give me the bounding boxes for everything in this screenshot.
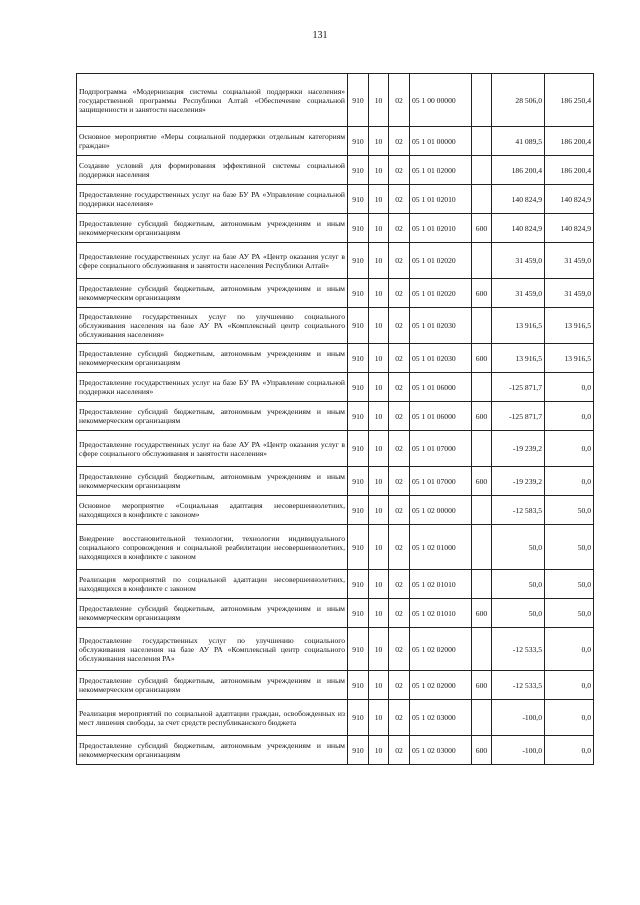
table-row xyxy=(77,736,594,765)
row-subsection-code: 02 xyxy=(389,243,410,279)
row-expense-type: 600 xyxy=(472,599,492,628)
row-target-article: 05 1 01 06000 xyxy=(410,373,472,402)
row-expense-type xyxy=(472,74,492,127)
row-expense-type xyxy=(472,308,492,344)
row-amount-2: 0,0 xyxy=(545,402,594,431)
row-ved-code: 910 xyxy=(348,599,369,628)
row-ved-code: 910 xyxy=(348,344,369,373)
table-row xyxy=(77,243,594,279)
row-target-article: 05 1 02 01000 xyxy=(410,525,472,570)
row-amount-2: 50,0 xyxy=(545,570,594,599)
row-amount-1: 50,0 xyxy=(492,570,545,599)
row-expense-type: 600 xyxy=(472,467,492,496)
row-expense-type xyxy=(472,570,492,599)
row-section-code: 10 xyxy=(369,308,389,344)
row-subsection-code: 02 xyxy=(389,599,410,628)
row-target-article: 05 1 01 07000 xyxy=(410,467,472,496)
row-section-code: 10 xyxy=(369,156,389,185)
row-target-article: 05 1 01 02010 xyxy=(410,185,472,214)
row-amount-1: 13 916,5 xyxy=(492,344,545,373)
row-expense-type xyxy=(472,431,492,467)
row-target-article: 05 1 02 02000 xyxy=(410,628,472,671)
row-name: Предоставление субсидий бюджетным, автономным учреждениям и иным некоммерческим организациям xyxy=(77,671,348,700)
row-section-code: 10 xyxy=(369,700,389,736)
table-row xyxy=(77,156,594,185)
row-amount-2: 140 824,9 xyxy=(545,214,594,243)
row-amount-2: 13 916,5 xyxy=(545,344,594,373)
table-body xyxy=(77,74,594,765)
row-target-article: 05 1 01 06000 xyxy=(410,402,472,431)
row-target-article: 05 1 02 01010 xyxy=(410,570,472,599)
row-amount-2: 50,0 xyxy=(545,525,594,570)
row-amount-1: -12 533,5 xyxy=(492,671,545,700)
row-amount-1: -12 533,5 xyxy=(492,628,545,671)
row-subsection-code: 02 xyxy=(389,671,410,700)
row-name: Предоставление субсидий бюджетным, автономным учреждениям и иным некоммерческим организациям xyxy=(77,599,348,628)
row-amount-1: -19 239,2 xyxy=(492,467,545,496)
row-expense-type xyxy=(472,373,492,402)
row-subsection-code: 02 xyxy=(389,373,410,402)
row-target-article: 05 1 02 01010 xyxy=(410,599,472,628)
table-row xyxy=(77,431,594,467)
row-target-article: 05 1 01 02030 xyxy=(410,344,472,373)
row-amount-1: -100,0 xyxy=(492,736,545,765)
row-ved-code: 910 xyxy=(348,700,369,736)
row-amount-2: 0,0 xyxy=(545,431,594,467)
row-name: Создание условий для формирования эффективной системы социальной поддержки населения xyxy=(77,156,348,185)
row-name: Предоставление государственных услуг на базе АУ РА «Центр оказания услуг в сфере социального обслуживания и занятости населения» xyxy=(77,431,348,467)
row-expense-type: 600 xyxy=(472,214,492,243)
row-subsection-code: 02 xyxy=(389,736,410,765)
row-target-article: 05 1 01 02010 xyxy=(410,214,472,243)
row-name: Предоставление субсидий бюджетным, автономным учреждениям и иным некоммерческим организациям xyxy=(77,344,348,373)
row-section-code: 10 xyxy=(369,431,389,467)
row-name: Подпрограмма «Модернизация системы социальной поддержки населения» государственной программы Республики Алтай «Обеспечение социальной защищенности и занятости населения» xyxy=(77,74,348,127)
row-ved-code: 910 xyxy=(348,628,369,671)
row-amount-1: -100,0 xyxy=(492,700,545,736)
table-row xyxy=(77,700,594,736)
row-subsection-code: 02 xyxy=(389,496,410,525)
row-amount-2: 140 824,9 xyxy=(545,185,594,214)
table-row xyxy=(77,467,594,496)
row-amount-2: 50,0 xyxy=(545,599,594,628)
row-section-code: 10 xyxy=(369,628,389,671)
row-section-code: 10 xyxy=(369,373,389,402)
row-section-code: 10 xyxy=(369,214,389,243)
table-row xyxy=(77,74,594,127)
row-target-article: 05 1 01 02020 xyxy=(410,279,472,308)
row-amount-1: 13 916,5 xyxy=(492,308,545,344)
row-amount-2: 0,0 xyxy=(545,671,594,700)
row-amount-2: 186 200,4 xyxy=(545,127,594,156)
row-amount-2: 186 200,4 xyxy=(545,156,594,185)
row-subsection-code: 02 xyxy=(389,308,410,344)
row-expense-type xyxy=(472,628,492,671)
table-row xyxy=(77,628,594,671)
table-row xyxy=(77,496,594,525)
row-name: Внедрение восстановительной технологии, технологии индивидуального социального сопровождения и социальной реабилитации несовершеннолетних, находящихся в конфликте с законом xyxy=(77,525,348,570)
row-ved-code: 910 xyxy=(348,671,369,700)
row-section-code: 10 xyxy=(369,185,389,214)
table-row xyxy=(77,308,594,344)
row-subsection-code: 02 xyxy=(389,127,410,156)
row-subsection-code: 02 xyxy=(389,570,410,599)
row-name: Предоставление субсидий бюджетным, автономным учреждениям и иным некоммерческим организациям xyxy=(77,467,348,496)
row-ved-code: 910 xyxy=(348,736,369,765)
row-ved-code: 910 xyxy=(348,467,369,496)
row-ved-code: 910 xyxy=(348,185,369,214)
row-subsection-code: 02 xyxy=(389,700,410,736)
row-name: Предоставление субсидий бюджетным, автономным учреждениям и иным некоммерческим организациям xyxy=(77,736,348,765)
row-amount-2: 0,0 xyxy=(545,736,594,765)
row-amount-2: 0,0 xyxy=(545,467,594,496)
table-row xyxy=(77,127,594,156)
table-row xyxy=(77,570,594,599)
row-target-article: 05 1 02 03000 xyxy=(410,736,472,765)
row-target-article: 05 1 00 00000 xyxy=(410,74,472,127)
row-subsection-code: 02 xyxy=(389,279,410,308)
row-section-code: 10 xyxy=(369,570,389,599)
row-section-code: 10 xyxy=(369,74,389,127)
table-row xyxy=(77,525,594,570)
row-amount-1: -12 583,5 xyxy=(492,496,545,525)
row-amount-1: 50,0 xyxy=(492,599,545,628)
row-expense-type: 600 xyxy=(472,344,492,373)
row-name: Предоставление государственных услуг по улучшению социального обслуживания населения на базе АУ РА «Комплексный центр социального обслуживания населения» xyxy=(77,308,348,344)
row-amount-1: 186 200,4 xyxy=(492,156,545,185)
row-target-article: 05 1 01 00000 xyxy=(410,127,472,156)
row-expense-type: 600 xyxy=(472,279,492,308)
row-target-article: 05 1 02 03000 xyxy=(410,700,472,736)
row-section-code: 10 xyxy=(369,496,389,525)
row-ved-code: 910 xyxy=(348,127,369,156)
row-subsection-code: 02 xyxy=(389,74,410,127)
row-subsection-code: 02 xyxy=(389,628,410,671)
row-name: Предоставление государственных услуг на базе БУ РА «Управление социальной поддержки населения» xyxy=(77,373,348,402)
row-amount-2: 31 459,0 xyxy=(545,279,594,308)
row-expense-type xyxy=(472,496,492,525)
row-section-code: 10 xyxy=(369,525,389,570)
row-amount-1: 31 459,0 xyxy=(492,243,545,279)
row-subsection-code: 02 xyxy=(389,185,410,214)
row-subsection-code: 02 xyxy=(389,344,410,373)
table-row xyxy=(77,599,594,628)
row-subsection-code: 02 xyxy=(389,156,410,185)
row-name: Предоставление субсидий бюджетным, автономным учреждениям и иным некоммерческим организациям xyxy=(77,279,348,308)
row-amount-2: 13 916,5 xyxy=(545,308,594,344)
row-target-article: 05 1 02 02000 xyxy=(410,671,472,700)
row-target-article: 05 1 01 02000 xyxy=(410,156,472,185)
row-amount-1: 28 506,0 xyxy=(492,74,545,127)
row-subsection-code: 02 xyxy=(389,431,410,467)
row-section-code: 10 xyxy=(369,344,389,373)
row-amount-2: 50,0 xyxy=(545,496,594,525)
row-ved-code: 910 xyxy=(348,496,369,525)
row-amount-1: 50,0 xyxy=(492,525,545,570)
row-amount-2: 0,0 xyxy=(545,700,594,736)
table-row xyxy=(77,214,594,243)
row-section-code: 10 xyxy=(369,243,389,279)
row-section-code: 10 xyxy=(369,402,389,431)
row-name: Предоставление субсидий бюджетным, автономным учреждениям и иным некоммерческим организациям xyxy=(77,402,348,431)
row-ved-code: 910 xyxy=(348,373,369,402)
row-expense-type xyxy=(472,525,492,570)
row-ved-code: 910 xyxy=(348,74,369,127)
row-name: Основное мероприятие «Социальная адаптация несовершеннолетних, находящихся в конфликте с законом» xyxy=(77,496,348,525)
row-name: Предоставление государственных услуг на базе АУ РА «Центр оказания услуг в сфере социального обслуживания и занятости населения Республики Алтай» xyxy=(77,243,348,279)
row-ved-code: 910 xyxy=(348,279,369,308)
row-name: Реализация мероприятий по социальной адаптации несовершеннолетних, находящихся в конфликте с законом xyxy=(77,570,348,599)
row-ved-code: 910 xyxy=(348,402,369,431)
row-amount-2: 0,0 xyxy=(545,373,594,402)
table-row xyxy=(77,402,594,431)
row-section-code: 10 xyxy=(369,467,389,496)
row-ved-code: 910 xyxy=(348,308,369,344)
table-row xyxy=(77,373,594,402)
row-ved-code: 910 xyxy=(348,570,369,599)
row-amount-1: 31 459,0 xyxy=(492,279,545,308)
row-expense-type: 600 xyxy=(472,736,492,765)
row-ved-code: 910 xyxy=(348,214,369,243)
row-expense-type: 600 xyxy=(472,402,492,431)
row-expense-type: 600 xyxy=(472,671,492,700)
row-expense-type xyxy=(472,127,492,156)
row-target-article: 05 1 01 02030 xyxy=(410,308,472,344)
row-target-article: 05 1 01 07000 xyxy=(410,431,472,467)
table-row xyxy=(77,185,594,214)
row-target-article: 05 1 01 02020 xyxy=(410,243,472,279)
row-amount-1: -19 239,2 xyxy=(492,431,545,467)
row-amount-1: 41 089,5 xyxy=(492,127,545,156)
row-amount-2: 186 250,4 xyxy=(545,74,594,127)
row-section-code: 10 xyxy=(369,599,389,628)
table-row xyxy=(77,279,594,308)
row-amount-1: 140 824,9 xyxy=(492,214,545,243)
row-subsection-code: 02 xyxy=(389,525,410,570)
table-row xyxy=(77,344,594,373)
row-subsection-code: 02 xyxy=(389,214,410,243)
row-name: Реализация мероприятий по социальной адаптации граждан, освобожденных из мест лишения свободы, за счет средств республиканского бюджета xyxy=(77,700,348,736)
row-name: Предоставление государственных услуг на базе БУ РА «Управление социальной поддержки населения» xyxy=(77,185,348,214)
row-expense-type xyxy=(472,156,492,185)
row-name: Предоставление субсидий бюджетным, автономным учреждениям и иным некоммерческим организациям xyxy=(77,214,348,243)
row-section-code: 10 xyxy=(369,671,389,700)
row-expense-type xyxy=(472,243,492,279)
row-subsection-code: 02 xyxy=(389,467,410,496)
table-row xyxy=(77,671,594,700)
row-section-code: 10 xyxy=(369,736,389,765)
row-subsection-code: 02 xyxy=(389,402,410,431)
budget-table xyxy=(76,73,594,765)
row-amount-1: 140 824,9 xyxy=(492,185,545,214)
row-ved-code: 910 xyxy=(348,525,369,570)
row-section-code: 10 xyxy=(369,279,389,308)
page-number: 131 xyxy=(312,30,328,41)
row-ved-code: 910 xyxy=(348,156,369,185)
row-ved-code: 910 xyxy=(348,431,369,467)
row-target-article: 05 1 02 00000 xyxy=(410,496,472,525)
row-section-code: 10 xyxy=(369,127,389,156)
row-expense-type xyxy=(472,185,492,214)
row-name: Основное мероприятие «Меры социальной поддержки отдельным категориям граждан» xyxy=(77,127,348,156)
row-expense-type xyxy=(472,700,492,736)
row-amount-2: 31 459,0 xyxy=(545,243,594,279)
row-amount-2: 0,0 xyxy=(545,628,594,671)
row-amount-1: -125 871,7 xyxy=(492,373,545,402)
row-amount-1: -125 871,7 xyxy=(492,402,545,431)
row-name: Предоставление государственных услуг по улучшению социального обслуживания населения на базе АУ РА «Комплексный центр социального обслуживания населения РА» xyxy=(77,628,348,671)
row-ved-code: 910 xyxy=(348,243,369,279)
